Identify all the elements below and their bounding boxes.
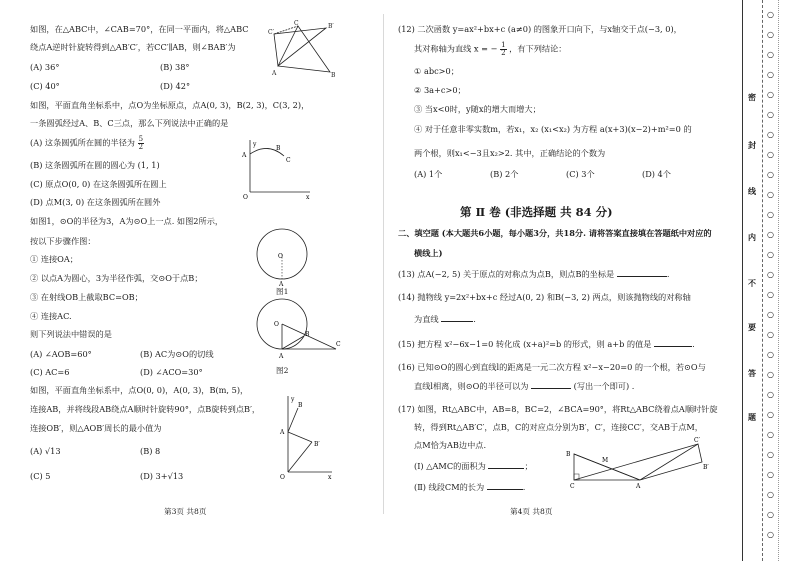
binding-circle-mark: ○ bbox=[767, 150, 774, 159]
q7-triangle-figure bbox=[268, 20, 340, 78]
q16-line2: 直线l相离，则⊙O的半径可以为 (写出一个即可) . bbox=[414, 381, 635, 391]
q8-stem-line2: 一条圆弧经过A、B、C三点，那么下列说法中正确的是 bbox=[30, 118, 229, 128]
svg-text:B: B bbox=[331, 72, 336, 78]
q10-stem-line1: 如图，平面直角坐标系中，点O(0, 0)，A(0, 3)，B(m, 5)， bbox=[30, 385, 249, 395]
q13-answer-blank[interactable] bbox=[617, 276, 667, 277]
q10-option-b: (B) 8 bbox=[140, 446, 161, 456]
q10-option-d: (D) 3+√13 bbox=[140, 471, 184, 481]
binding-circle-mark: ○ bbox=[767, 210, 774, 219]
right-page-footer: 第4页 共8页 bbox=[510, 507, 553, 516]
binding-circle-mark: ○ bbox=[767, 510, 774, 519]
q9-stem-line1: 如图1，⊙O的半径为3，A为⊙O上一点. 如图2所示， bbox=[30, 216, 224, 226]
q10-segment-ab bbox=[288, 408, 298, 432]
svg-text:B: B bbox=[298, 402, 303, 409]
q9-figure-1-caption: 图1 bbox=[276, 287, 289, 296]
svg-text:A: A bbox=[279, 281, 284, 288]
q12-conclusion-2: ② 3a+c>0； bbox=[414, 85, 466, 95]
binding-label-5: 不 bbox=[748, 278, 756, 288]
svg-text:B′: B′ bbox=[703, 464, 709, 471]
binding-circle-mark: ○ bbox=[767, 110, 774, 119]
q9-step-4: ④ 连接AC. bbox=[30, 311, 72, 321]
q12-option-a: (A) 1个 bbox=[414, 169, 443, 179]
q17-segment-cc-prime bbox=[574, 444, 698, 480]
q7-option-c: (C) 40° bbox=[30, 81, 60, 91]
binding-circle-mark: ○ bbox=[767, 530, 774, 539]
binding-label-1: 密 bbox=[748, 92, 756, 102]
q17-line1: (17) 如图，Rt△ABC中，AB=8，BC=2，∠BCA=90°，将Rt△ABC绕着点A顺时针旋 bbox=[398, 404, 718, 414]
q9-step-2: ② 以点A为圆心，3为半径作弧，交⊙O于点B； bbox=[30, 273, 203, 283]
q14-line1: (14) 抛物线 y=2x²+bx+c 经过A(0, 2) 和B(−3, 2) 两点，则该抛物线的对称轴 bbox=[398, 292, 691, 302]
binding-label-7: 答 bbox=[748, 368, 756, 378]
svg-text:A: A bbox=[242, 152, 247, 159]
q17-line2: 转，得到Rt△AB′C′，点B，C的对应点分别为B′，C′，连接CC′，交AB于点M， bbox=[414, 422, 703, 432]
svg-text:O: O bbox=[280, 474, 285, 480]
q17-part-1: (Ⅰ) △AMC的面积为 ； bbox=[414, 461, 533, 471]
binding-circle-mark: ○ bbox=[767, 370, 774, 379]
svg-text:C: C bbox=[336, 341, 341, 348]
binding-circle-mark: ○ bbox=[767, 270, 774, 279]
svg-text:A: A bbox=[279, 353, 284, 360]
svg-text:A: A bbox=[636, 483, 641, 490]
binding-circle-mark: ○ bbox=[767, 310, 774, 319]
svg-text:B: B bbox=[276, 145, 281, 152]
q13: (13) 点A(−2, 5) 关于原点的对称点为点B，则点B的坐标是 . bbox=[398, 269, 670, 279]
svg-text:B: B bbox=[566, 451, 571, 458]
binding-circle-mark: ○ bbox=[767, 330, 774, 339]
q10-segment-ab-prime bbox=[288, 432, 312, 442]
binding-circle-mark: ○ bbox=[767, 170, 774, 179]
svg-text:C′: C′ bbox=[694, 437, 700, 444]
binding-circle-mark: ○ bbox=[767, 390, 774, 399]
binding-solid-line bbox=[742, 0, 743, 561]
left-page-footer: 第3页 共8页 bbox=[164, 507, 207, 516]
q16-answer-blank[interactable] bbox=[531, 388, 571, 389]
q17-line3: 点M恰为AB边中点. bbox=[414, 440, 487, 450]
q15-answer-blank[interactable] bbox=[654, 346, 692, 347]
section-2-intro-line2: 横线上) bbox=[414, 248, 443, 258]
q10-figure bbox=[276, 392, 336, 480]
q8-option-b: (B) 这条圆弧所在圆的圆心为 (1, 1) bbox=[30, 160, 160, 170]
q14-line2: 为直线 . bbox=[414, 314, 476, 324]
binding-circle-mark: ○ bbox=[767, 230, 774, 239]
binding-circle-mark: ○ bbox=[767, 90, 774, 99]
svg-text:x: x bbox=[328, 474, 332, 480]
binding-circle-mark: ○ bbox=[767, 470, 774, 479]
svg-text:A: A bbox=[272, 70, 277, 77]
q8-option-d: (D) 点M(3, 0) 在这条圆弧所在圆外 bbox=[30, 197, 161, 207]
q9-option-c: (C) AC=6 bbox=[30, 367, 70, 377]
q9-figure-2-caption: 图2 bbox=[276, 366, 289, 375]
q10-stem-line3: 连接OB′，则△AOB′周长的最小值为 bbox=[30, 423, 162, 433]
binding-circle-mark: ○ bbox=[767, 450, 774, 459]
q17-triangle-ab-prime-c-prime bbox=[640, 444, 702, 480]
q15: (15) 把方程 x²−6x−1=0 转化成 (x+a)²=b 的形式，则 a+b 的值是 . bbox=[398, 339, 695, 349]
q16-line1: (16) 已知⊙O的圆心到直线l的距离是一元二次方程 x²−x−20=0 的一个根，若⊙O与 bbox=[398, 362, 706, 372]
q12-option-d: (D) 4个 bbox=[642, 169, 671, 179]
q12-line1: (12) 二次函数 y=ax²+bx+c (a≠0) 的图象开口向下，与x轴交于点(−3, 0)， bbox=[398, 24, 682, 34]
q9-stem-line2: 按以下步骤作图： bbox=[30, 236, 96, 246]
binding-circle-mark: ○ bbox=[767, 10, 774, 19]
binding-circle-mark: ○ bbox=[767, 30, 774, 39]
svg-text:B′: B′ bbox=[328, 23, 334, 30]
q7-stem-line2: 绕点A逆时针旋转得到△AB′C′，若CC′∥AB，则∠BAB′为 bbox=[30, 42, 236, 52]
q9-option-a: (A) ∠AOB=60° bbox=[30, 349, 92, 359]
q12-option-c: (C) 3个 bbox=[566, 169, 595, 179]
svg-text:C′: C′ bbox=[268, 29, 274, 36]
binding-circle-mark: ○ bbox=[767, 50, 774, 59]
binding-circle-mark: ○ bbox=[767, 250, 774, 259]
q9-figure-2 bbox=[252, 296, 344, 368]
binding-circle-mark: ○ bbox=[767, 70, 774, 79]
q8-option-c: (C) 原点O(0, 0) 在这条圆弧所在圆上 bbox=[30, 179, 167, 189]
binding-circle-mark: ○ bbox=[767, 430, 774, 439]
q12-conclusion-5: 两个根，则x₁<−3且x₂>2. 其中，正确结论的个数为 bbox=[414, 148, 606, 158]
q17-part-2: (Ⅱ) 线段CM的长为 . bbox=[414, 482, 526, 492]
q9-step-3: ③ 在射线OB上截取BC=OB； bbox=[30, 292, 143, 302]
binding-circle-mark: ○ bbox=[767, 410, 774, 419]
svg-text:C: C bbox=[286, 157, 291, 164]
svg-text:B: B bbox=[305, 331, 310, 338]
q9-option-d: (D) ∠ACO=30° bbox=[140, 367, 203, 377]
q7-triangle-abc-rotated bbox=[274, 28, 326, 66]
q7-option-b: (B) 38° bbox=[160, 62, 190, 72]
section-2-intro-line1: 二、填空题 (本大题共6小题，每小题3分，共18分. 请将答案直接填在答题纸中对应的 bbox=[398, 228, 712, 238]
binding-label-3: 线 bbox=[748, 186, 756, 196]
binding-circle-mark: ○ bbox=[767, 290, 774, 299]
q8-option-a: (A) 这条圆弧所在圆的半径为 $\frac{5}{2}$ bbox=[30, 135, 144, 151]
svg-text:C: C bbox=[294, 20, 299, 27]
svg-text:y: y bbox=[253, 141, 257, 148]
binding-label-6: 要 bbox=[748, 322, 756, 332]
q8-arc-figure bbox=[238, 138, 314, 200]
column-divider bbox=[383, 14, 384, 514]
q12-line2: 其对称轴为直线 x = − $\frac{1}{2}$ ，有下列结论： bbox=[414, 41, 567, 57]
q10-option-c: (C) 5 bbox=[30, 471, 51, 481]
q12-option-b: (B) 2个 bbox=[490, 169, 519, 179]
binding-circle-mark: ○ bbox=[767, 190, 774, 199]
q8-option-a-fraction: $\frac{5}{2}$ bbox=[138, 135, 144, 151]
binding-dotted-line bbox=[778, 0, 789, 561]
binding-circle-mark: ○ bbox=[767, 130, 774, 139]
svg-text:B′: B′ bbox=[314, 441, 320, 448]
binding-dashed-line bbox=[762, 0, 764, 561]
svg-text:A: A bbox=[280, 429, 285, 436]
q14-answer-blank[interactable] bbox=[441, 321, 473, 322]
q10-stem-line2: 连接AB，并将线段AB绕点A顺时针旋转90°，点B旋转到点B′， bbox=[30, 404, 261, 414]
q17-figure bbox=[562, 434, 712, 490]
svg-text:M: M bbox=[602, 457, 609, 464]
svg-text:O: O bbox=[278, 253, 283, 260]
q12-axis-fraction: $\frac{1}{2}$ bbox=[501, 41, 506, 57]
q17-part-1-blank[interactable] bbox=[488, 468, 524, 469]
svg-text:x: x bbox=[306, 194, 310, 200]
svg-text:y: y bbox=[291, 396, 295, 403]
q12-conclusion-1: ① abc>0； bbox=[414, 66, 459, 76]
binding-circle-mark: ○ bbox=[767, 350, 774, 359]
binding-label-2: 封 bbox=[748, 140, 756, 150]
svg-text:O: O bbox=[274, 321, 279, 328]
q9-option-b: (B) AC为⊙O的切线 bbox=[140, 349, 214, 359]
q7-stem-line1: 如图，在△ABC中，∠CAB=70°，在同一平面内，将△ABC bbox=[30, 24, 249, 34]
binding-circle-mark: ○ bbox=[767, 490, 774, 499]
section-2-title: 第 Ⅱ 卷 (非选择题 共 84 分) bbox=[460, 205, 613, 219]
q10-segment-ob-prime bbox=[288, 442, 312, 472]
q12-conclusion-3: ③ 当x<0时，y随x的增大而增大； bbox=[414, 104, 541, 114]
q17-part-2-blank[interactable] bbox=[487, 489, 523, 490]
q7-option-d: (D) 42° bbox=[160, 81, 191, 91]
q12-conclusion-4: ④ 对于任意非零实数m，若x₁，x₂ (x₁<x₂) 为方程 a(x+3)(x−2)+m²=0 的 bbox=[414, 124, 692, 134]
q7-option-a: (A) 36° bbox=[30, 62, 60, 72]
binding-label-4: 内 bbox=[748, 232, 756, 242]
q9-step-1: ① 连接OA； bbox=[30, 254, 78, 264]
q8-stem-line1: 如图，平面直角坐标系中，点O为坐标原点，点A(0, 3)，B(2, 3)，C(3, 2)， bbox=[30, 100, 310, 110]
binding-label-8: 题 bbox=[748, 412, 756, 422]
svg-text:C: C bbox=[570, 483, 575, 490]
q9-stem-line3: 则下列说法中错误的是 bbox=[30, 329, 112, 339]
q10-option-a: (A) √13 bbox=[30, 446, 61, 456]
svg-text:O: O bbox=[243, 194, 248, 200]
